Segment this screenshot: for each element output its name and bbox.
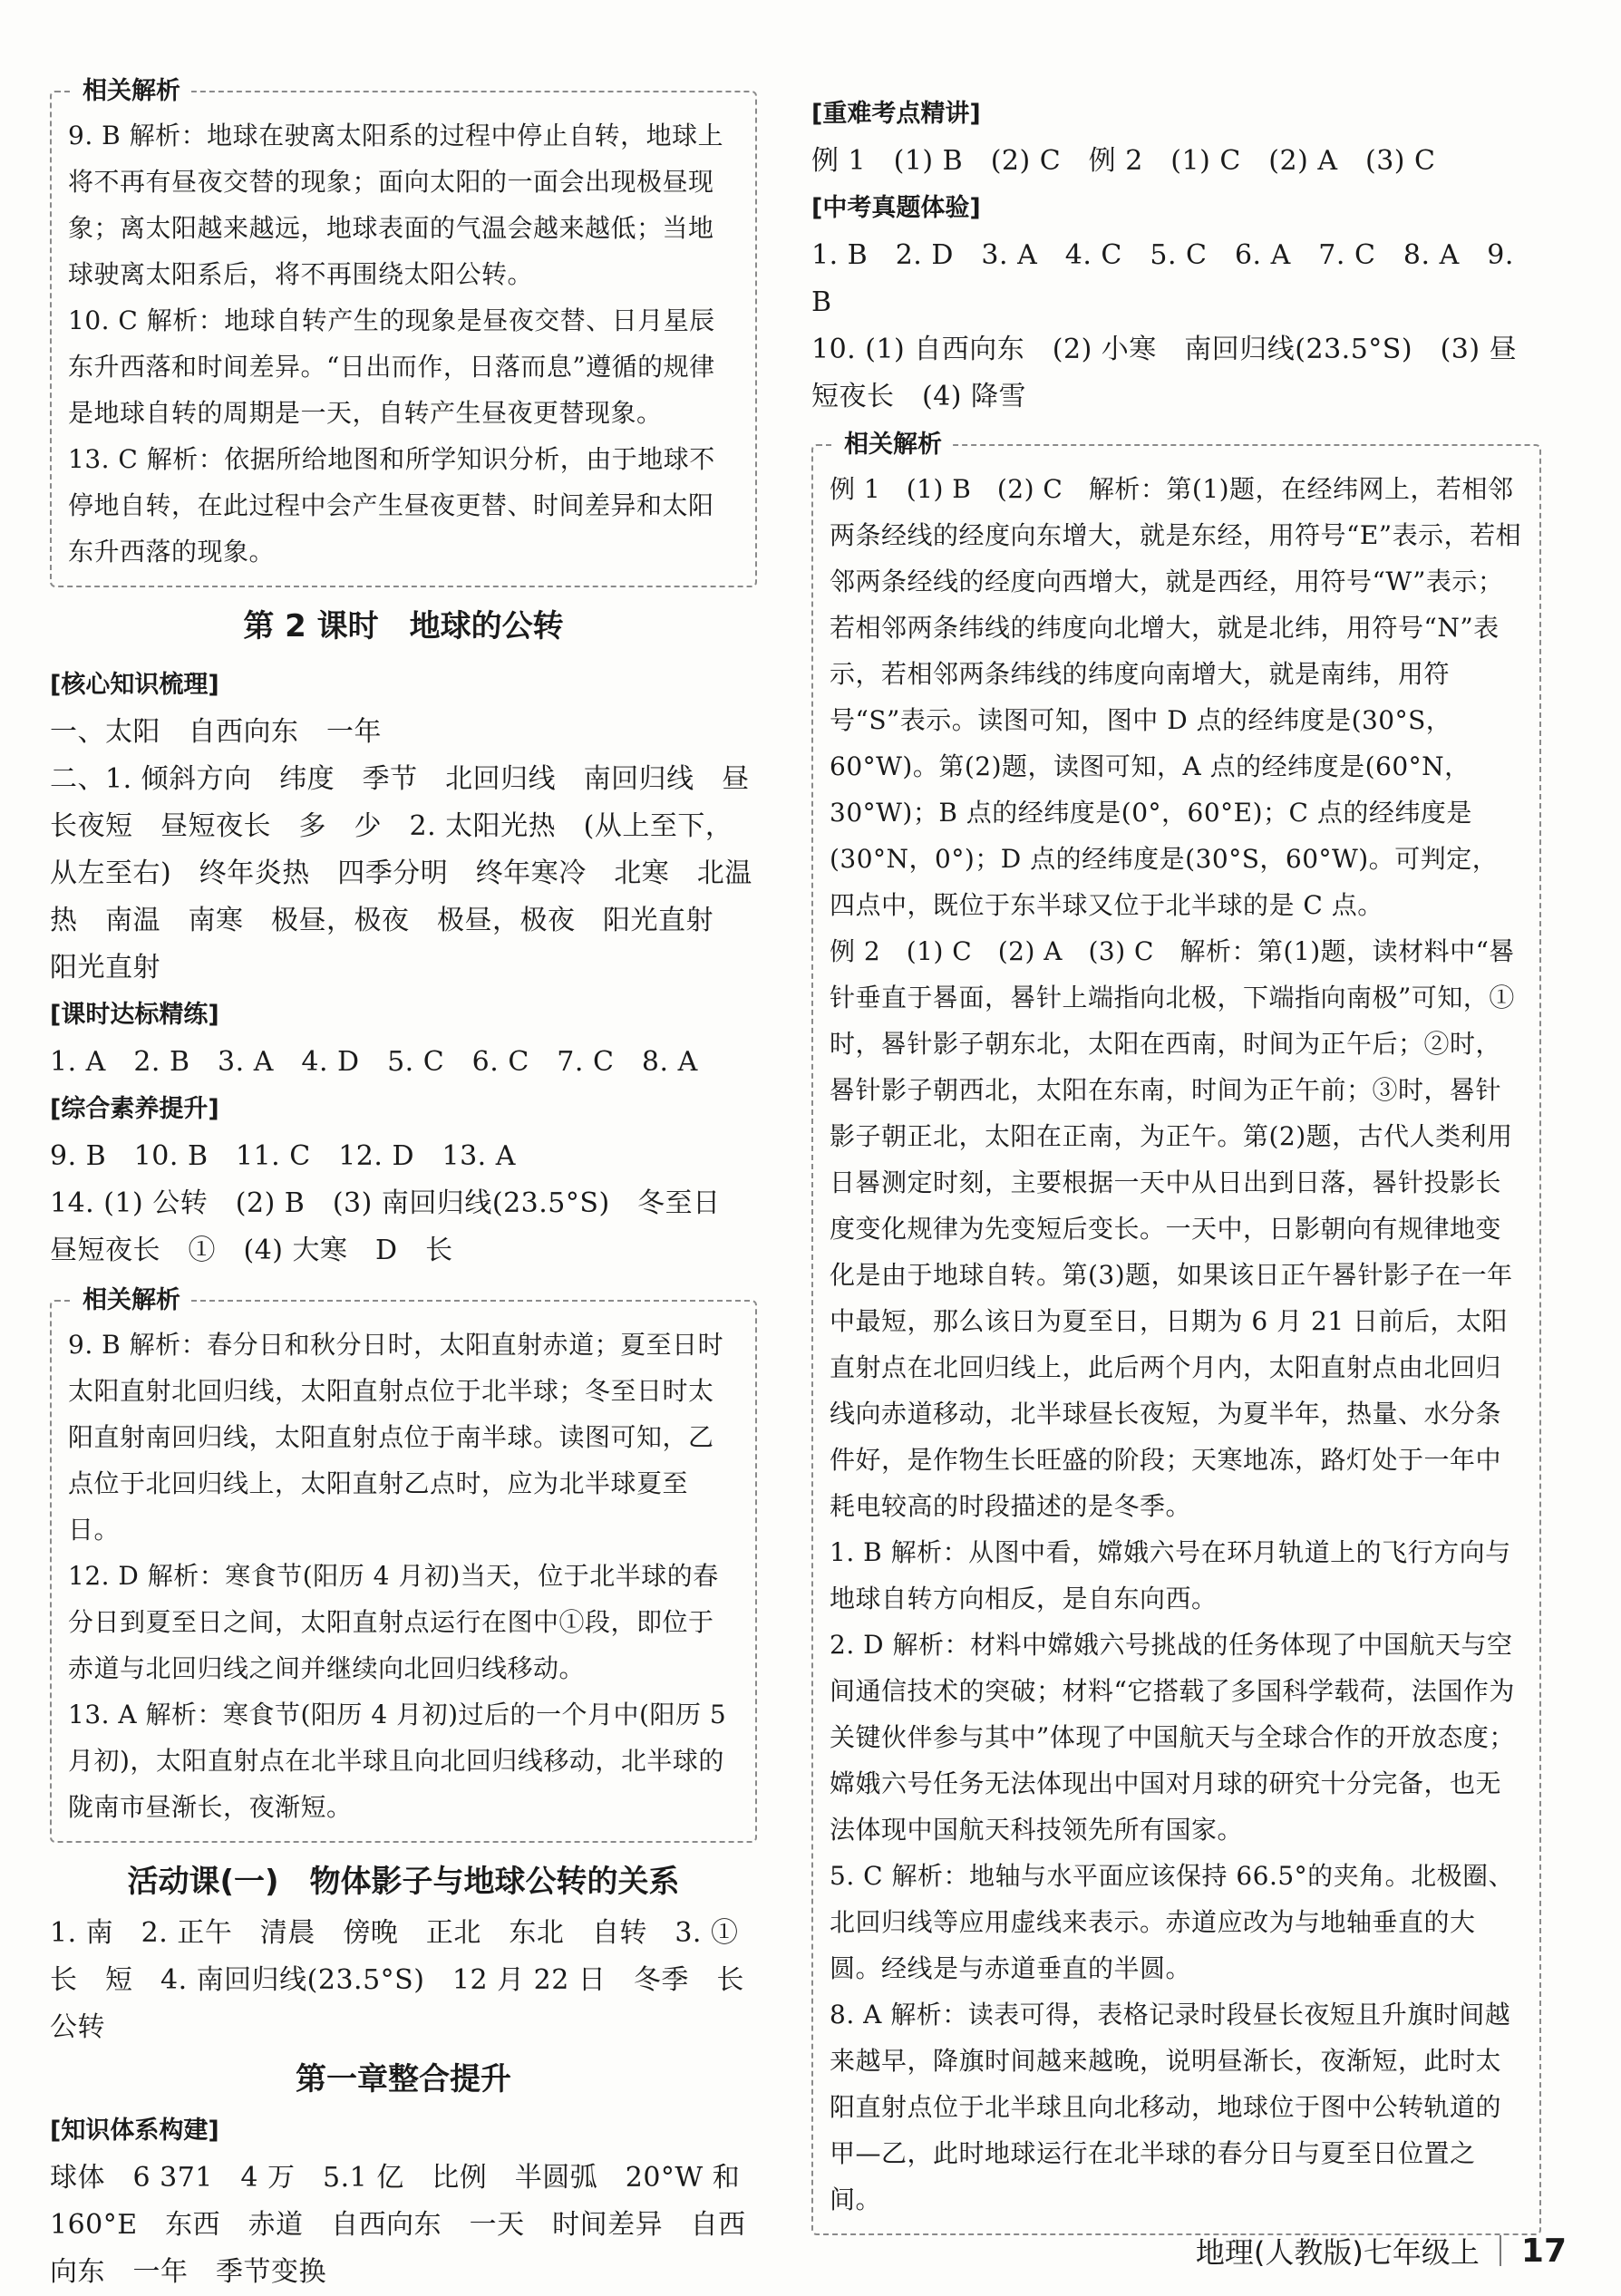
analysis-item: 9. B 解析：地球在驶离太阳系的过程中停止自转，地球上将不再有昼夜交替的现象；面向太阳的一面会出现极昼现象；离太阳越来越远，地球表面的气温会越来越低；当地球驶离太阳系后，将不再围绕太阳公转。	[68, 121, 724, 289]
analysis-item: 5. C 解析：地轴与水平面应该保持 66.5°的夹角。北极圈、北回归线等应用虚线来表示。赤道应改为与地轴垂直的大圆。经线是与赤道垂直的半圆。	[830, 1861, 1515, 1983]
analysis-item: 13. A 解析：寒食节(阳历 4 月初)过后的一个月中(阳历 5 月初)，太阳直射点在北半球且向北回归线移动，北半球的陇南市昼渐长，夜渐短。	[68, 1700, 727, 1822]
analysis-box-1	[50, 77, 757, 587]
answer-line: 二、1. 倾斜方向 纬度 季节 北回归线 南回归线 昼长夜短 昼短夜长 多 少 2. 太阳光热 (从上至下，从左至右) 终年炎热 四季分明 终年寒冷 北寒 北温 热 南温 南寒 极昼，极夜 极昼，极夜 阳光直射 阳光直射	[50, 763, 781, 983]
analysis-item: 9. B 解析：春分日和秋分日时，太阳直射赤道；夏至日时太阳直射北回归线，太阳直射点位于北半球；冬至日时太阳直射南回归线，太阳直射点位于南半球。读图可知，乙点位于北回归线上，太阳直射乙点时，应为北半球夏至日。	[68, 1330, 724, 1545]
analysis-item: 8. A 解析：读表可得，表格记录时段昼长夜短且升旗时间越来越早，降旗时间越来越晚，说明昼渐长，夜渐短，此时太阳直射点位于北半球且向北移动，地球位于图中公转轨道的甲—乙，此时地球运行在北半球的春分日与夏至日位置之间。	[830, 2000, 1511, 2214]
answer-line: 1. B 2. D 3. A 4. C 5. C 6. A 7. C 8. A 9. B	[811, 239, 1514, 318]
analysis-item: 12. D 解析：寒食节(阳历 4 月初)当天，位于北半球的春分日到夏至日之间，太阳直射点运行在图中①段，即位于赤道与北回归线之间并继续向北回归线移动。	[68, 1561, 719, 1683]
analysis-box-title: 相关解析	[72, 1285, 191, 1316]
footer-divider	[1500, 2235, 1501, 2266]
analysis-box-title: 相关解析	[72, 76, 191, 107]
answer-line: 9. B 10. B 11. C 12. D 13. A	[50, 1140, 516, 1172]
right-column	[811, 91, 1541, 2246]
analysis-box-title: 相关解析	[833, 430, 953, 460]
answer-line: 例 1 (1) B (2) C 例 2 (1) C (2) A (3) C	[811, 145, 1436, 177]
answer-line: 14. (1) 公转 (2) B (3) 南回归线(23.5°S) 冬至日 昼短夜长 ① (4) 大寒 D 长	[50, 1187, 749, 1266]
lesson-2-title: 第 2 课时 地球的公转	[243, 608, 564, 644]
section-label-knowledge: [知识体系构建]	[50, 2117, 219, 2145]
section-label-exam: [中考真题体验]	[811, 194, 981, 222]
analysis-item: 10. C 解析：地球自转产生的现象是昼夜交替、日月星辰东升西落和时间差异。“日出而作，日落而息”遵循的规律是地球自转的周期是一天，自转产生昼夜更替现象。	[68, 305, 715, 428]
answer-line: 1. 南 2. 正午 清晨 傍晚 正北 东北 自转 3. ① 长 短 4. 南回归线(23.5°S) 12 月 22 日 冬季 长 公转	[50, 1917, 772, 2043]
left-column	[50, 77, 781, 2296]
answer-line: 10. (1) 自西向东 (2) 小寒 南回归线(23.5°S) (3) 昼短夜长 (4) 降雪	[811, 334, 1518, 412]
answer-line: 1. A 2. B 3. A 4. D 5. C 6. C 7. C 8. A	[50, 1046, 698, 1078]
analysis-box-right	[811, 431, 1541, 2235]
analysis-item: 2. D 解析：材料中嫦娥六号挑战的任务体现了中国航天与空间通信技术的突破；材料“它搭载了多国科学载荷，法国作为关键伙伴参与其中”体现了中国航天与全球合作的开放态度；嫦娥六号任务无法体现出中国对月球的研究十分完备，也无法体现中国航天科技领先所有国家。	[830, 1630, 1515, 1845]
section-label-practice: [课时达标精练]	[50, 1001, 219, 1029]
chapter-title: 第一章整合提升	[296, 2061, 511, 2097]
footer-subject: 地理(人教版)七年级上	[1195, 2235, 1480, 2270]
analysis-box-2	[50, 1286, 757, 1843]
answer-line: 球体 6 371 4 万 5.1 亿 比例 半圆弧 20°W 和 160°E 东西 赤道 自西向东 一天 时间差异 自西向东 一年 季节变换	[50, 2162, 746, 2288]
page-footer	[1196, 2230, 1567, 2272]
analysis-item: 13. C 解析：依据所给地图和所学知识分析，由于地球不停地自转，在此过程中会产生昼夜更替、时间差异和太阳东升西落的现象。	[68, 444, 715, 567]
activity-title: 活动课(一) 物体影子与地球公转的关系	[127, 1864, 680, 1900]
section-label-key-points: [重难考点精讲]	[811, 100, 981, 128]
analysis-item: 例 2 (1) C (2) A (3) C 解析：第(1)题，读材料中“晷针垂直于晷面，晷针上端指向北极，下端指向南极”可知，①时，晷针影子朝东北，太阳在西南，时间为正午后；②时，晷针影子朝西北，太阳在东南，时间为正午前；③时，晷针影子朝正北，太阳在正南，为正午。第(2)题，古代人类利用日晷测定时刻，主要根据一天中从日出到日落，晷针投影长度变化规律为先变短后变长。一天中，日影朝向有规律地变化是由于地球自转。第(3)题，如果该日正午晷针影子在一年中最短，那么该日为夏至日，日期为 6 月 21 日前后，太阳直射点在北回归线上，此后两个月内，太阳直射点由北回归线向赤道移动，北半球昼长夜短，为夏半年，热量、水分条件好，是作物生长旺盛的阶段；天寒地冻，路灯处于一年中耗电较高的时段描述的是冬季。	[830, 936, 1515, 1521]
answer-line: 一、太阳 自西向东 一年	[50, 716, 382, 748]
page-number: 17	[1520, 2232, 1567, 2270]
section-label-core: [核心知识梳理]	[50, 671, 219, 699]
analysis-item: 例 1 (1) B (2) C 解析：第(1)题，在经纬网上，若相邻两条经线的经度向东增大，就是东经，用符号“E”表示，若相邻两条经线的经度向西增大，就是西经，用符号“W”表示；若相邻两条纬线的纬度向北增大，就是北纬，用符号“N”表示，若相邻两条纬线的纬度向南增大，就是南纬，用符号“S”表示。读图可知，图中 D 点的经纬度是(30°S，60°W)。第(2)题，读图可知，A 点的经纬度是(60°N，30°W)；B 点的经纬度是(0°，60°E)；C 点的经纬度是(30°N，0°)；D 点的经纬度是(30°S，60°W)。可判定，四点中，既位于东半球又位于北半球的是 C 点。	[830, 474, 1522, 920]
section-label-comprehensive: [综合素养提升]	[50, 1095, 219, 1123]
analysis-item: 1. B 解析：从图中看，嫦娥六号在环月轨道上的飞行方向与地球自转方向相反，是自东向西。	[830, 1537, 1511, 1613]
